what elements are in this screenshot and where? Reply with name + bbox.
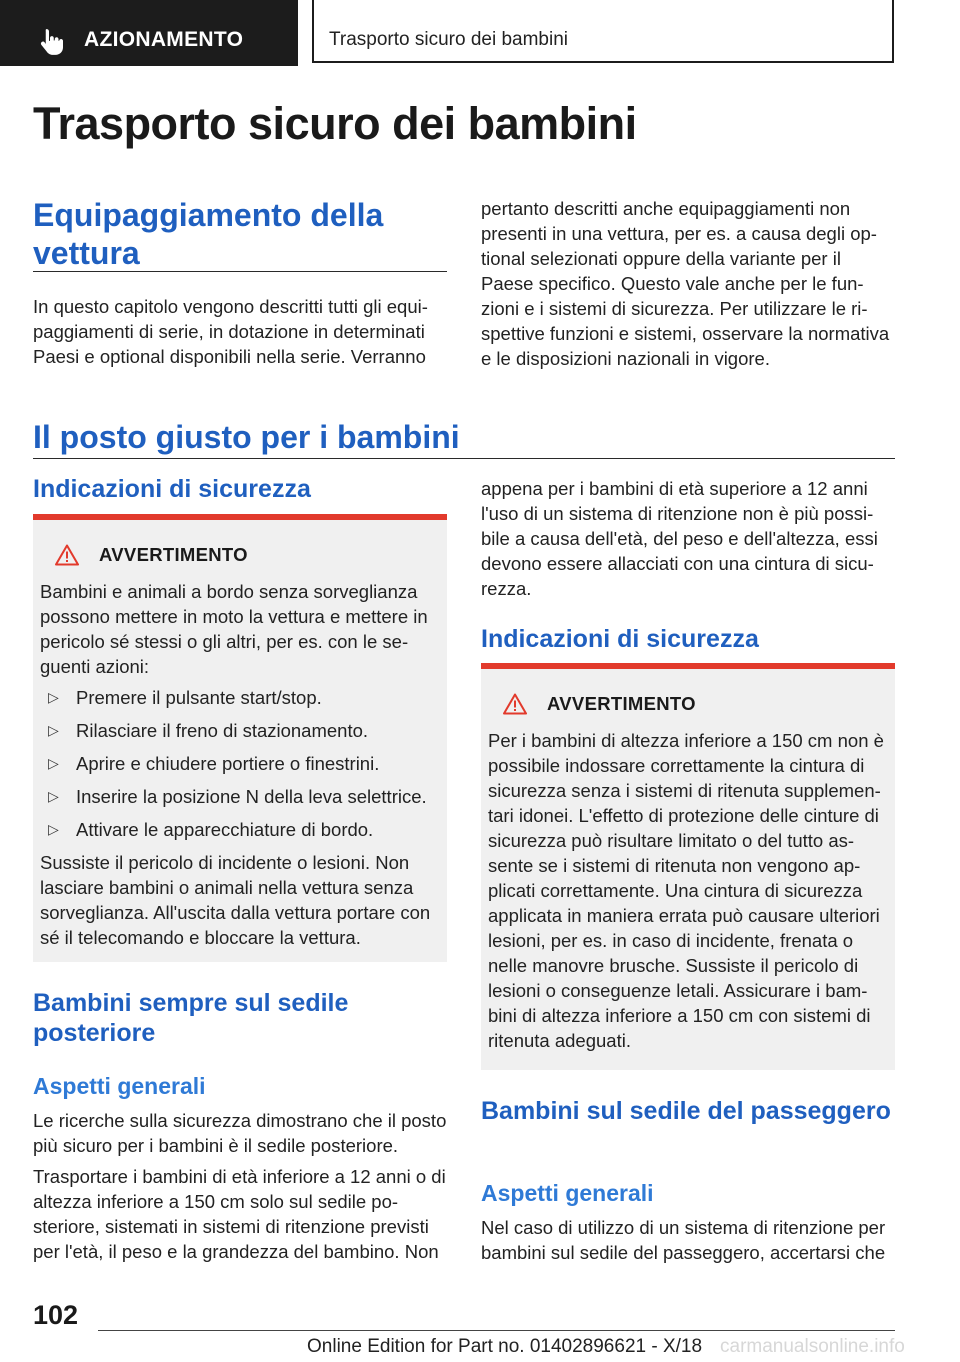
equipment-rule (33, 271, 447, 272)
watermark: carmanualsonline.info (720, 1336, 905, 1357)
warning-title: AVVERTIMENTO (547, 693, 696, 714)
list-item: ▷ Attivare le apparecchiature di bordo. (48, 819, 374, 840)
warning-outro: Sussiste il pericolo di incidente o lesioni. Non lasciare bambini o animali nella vettura senza sorveglianza. All'uscita dalla vettura portare con sé il telecomando e bloccare la vettura. (40, 852, 431, 948)
bullet-triangle-icon: ▷ (48, 821, 59, 837)
chapter-tab (0, 0, 298, 66)
footer-rule (98, 1330, 895, 1331)
warning-box-left (33, 514, 447, 962)
bullet-triangle-icon: ▷ (48, 722, 59, 738)
warning-title: AVVERTIMENTO (99, 544, 248, 565)
bullet-triangle-icon: ▷ (48, 755, 59, 771)
page-title: Trasporto sicuro dei bambini (33, 98, 637, 149)
general-paragraph-1: Le ricerche sulla sicurezza dimostrano che il posto più sicuro per i bambini è il sedile posteriore. (33, 1110, 447, 1156)
left-general-text (33, 1108, 447, 1270)
right-general-heading: Aspetti generali (481, 1180, 654, 1206)
warning-box-right (481, 663, 895, 1070)
warning-body (488, 728, 887, 1053)
hand-pointer-icon (38, 26, 68, 56)
bullet-triangle-icon: ▷ (48, 788, 59, 804)
section-rule (33, 458, 895, 459)
warning-list (40, 685, 439, 842)
warning-intro: Bambini e animali a bordo senza sorveglianza possono mettere in moto la vettura e mettere in pericolo sé stessi o gli altri, per es. con le seguenti azioni: (40, 581, 428, 677)
left-safety-heading: Indicazioni di sicurezza (33, 475, 311, 503)
warning-text: Per i bambini di altezza inferiore a 150 cm non è possibile indossare correttamente la cintura di sicurezza senza i sistemi di ritenuta supplementari idonei. L'effetto di protezione delle cinture di sicurezza può risultare limitato o del tutto assente se i sistemi di ritenuta non vengono applicati correttamente. Una cintura di sicurezza applicata in maniera errata può causare ulteriori lesioni, per es. in caso di incidente, frenata o nelle manovre brusche. Sussiste il pericolo di lesioni o conseguenze letali. Assicurare i bambini di altezza inferiore a 150 cm con sistemi di ritenuta adeguati. (488, 730, 884, 1051)
edition-text: Online Edition for Part no. 01402896621 - X/18 (307, 1336, 703, 1357)
warning-header (55, 544, 248, 566)
section-heading: Il posto giusto per i bambini (33, 419, 460, 455)
warning-body (40, 579, 439, 950)
chapter-label: AZIONAMENTO (84, 28, 244, 51)
equipment-text-left: In questo capitolo vengono descritti tutti gli equipaggiamenti di serie, in dotazione in determinati Paesi e optional disponibili nella serie. Verranno (33, 296, 428, 367)
general-paragraph-2: Trasportare i bambini di età inferiore a 12 anni o di altezza inferiore a 150 cm solo sul sedile posteriore, sistemati in sistemi di ritenzione previsti per l'età, il peso e la grandezza del bambino. Non (33, 1166, 446, 1262)
equipment-heading: Equipaggiamento della vettura (33, 197, 384, 271)
left-general-heading: Aspetti generali (33, 1073, 206, 1099)
list-item: ▷ Inserire la posizione N della leva selettrice. (48, 786, 427, 807)
right-general-text: Nel caso di utilizzo di un sistema di ritenzione per bambini sul sedile del passeggero, accertarsi che (481, 1217, 886, 1263)
page-number: 102 (33, 1300, 79, 1330)
list-item: ▷ Premere il pulsante start/stop. (48, 687, 322, 708)
warning-header (503, 693, 696, 715)
warning-triangle-icon (503, 693, 527, 715)
equipment-text-right: pertanto descritti anche equipaggiamenti non presenti in una vettura, per es. a causa degli optional selezionati oppure della variante per il Paese specifico. Questo vale anche per le funzioni e i sistemi di sicurezza. Per utilizzare le rispettive funzioni e sistemi, osservare la normativa e le disposizioni nazionali in vigore. (481, 198, 890, 369)
warning-triangle-icon (55, 544, 79, 566)
right-continued-text: appena per i bambini di età superiore a 12 anni l'uso di un sistema di ritenzione non è più possibile a causa dell'età, del peso e dell'altezza, essi devono essere allacciati con una cintura di sicurezza. (481, 478, 878, 599)
passenger-seat-heading: Bambini sul sedile del passeggero (481, 1097, 891, 1125)
bullet-triangle-icon: ▷ (48, 689, 59, 705)
rear-seat-heading: Bambini sempre sul sedile posteriore (33, 989, 349, 1047)
topic-tab (312, 0, 894, 63)
right-safety-heading: Indicazioni di sicurezza (481, 625, 759, 653)
list-item: ▷ Rilasciare il freno di stazionamento. (48, 720, 369, 741)
topic-label: Trasporto sicuro dei bambini (329, 29, 569, 50)
list-item: ▷ Aprire e chiudere portiere o finestrini. (48, 753, 380, 774)
